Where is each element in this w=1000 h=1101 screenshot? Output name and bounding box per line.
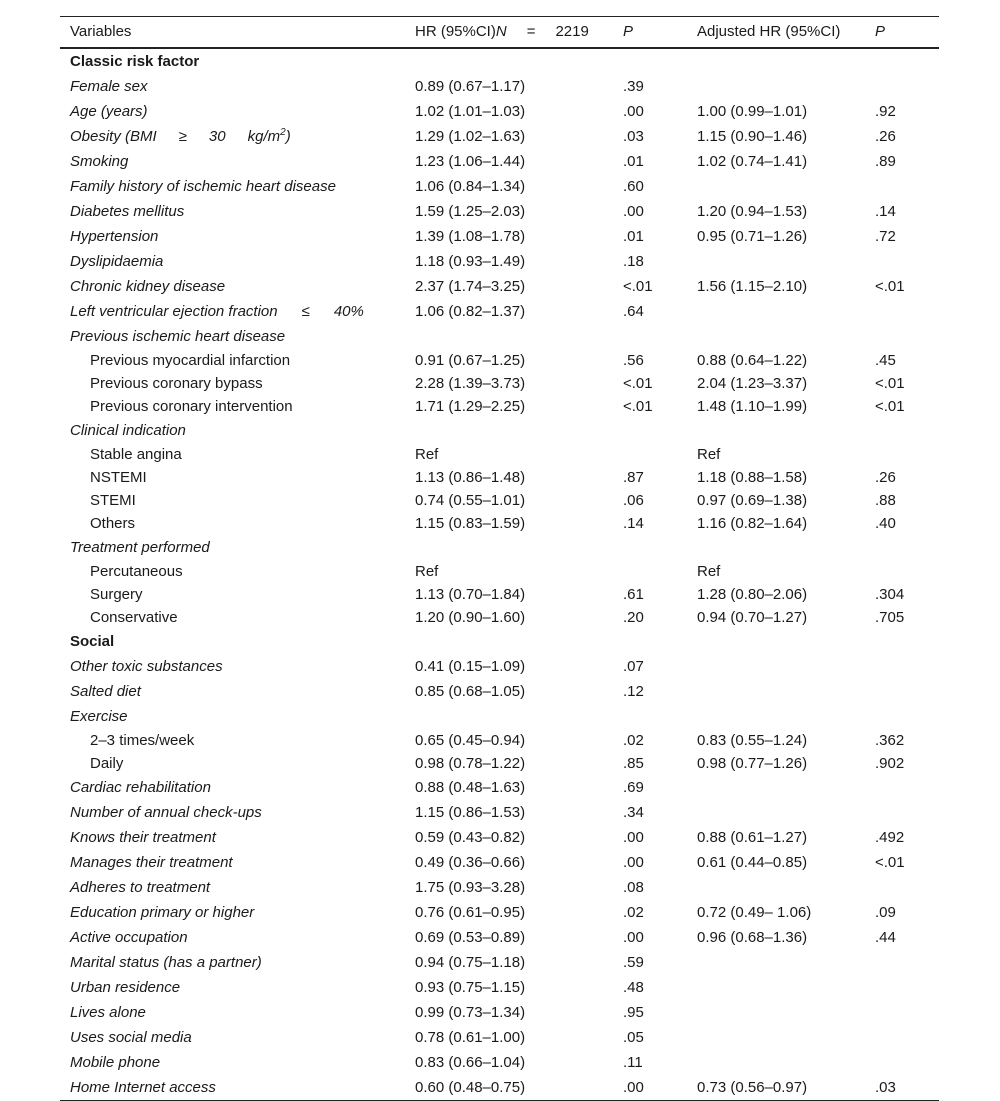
adjusted-hr-cell: Ref — [697, 562, 721, 580]
hr-cell: 0.41 (0.15–1.09) — [415, 657, 526, 675]
group-title: Clinical indication — [70, 421, 186, 439]
table-row — [60, 1025, 939, 1050]
variable-cell: Salted diet — [70, 682, 141, 700]
hr-cell: 1.13 (0.70–1.84) — [415, 585, 526, 603]
adjusted-hr-cell: 0.83 (0.55–1.24) — [697, 731, 808, 749]
header-p: P — [613, 17, 687, 48]
table-row — [60, 124, 939, 149]
p-value-cell: .07 — [623, 657, 644, 675]
adjusted-p-value-cell: .26 — [875, 468, 896, 486]
variable-cell: Surgery — [90, 585, 143, 603]
adjusted-p-value-cell — [865, 950, 939, 975]
p-value-cell: .01 — [623, 227, 644, 245]
adjusted-hr-cell — [687, 950, 865, 975]
p-value-cell: .56 — [623, 351, 644, 369]
p-value-cell: .69 — [623, 778, 644, 796]
adjusted-hr-cell — [687, 1050, 865, 1075]
table-row — [60, 1000, 939, 1025]
table-row — [60, 443, 939, 466]
hazard-ratio-table-container — [60, 16, 939, 1101]
table-row — [60, 925, 939, 950]
table-row — [60, 875, 939, 900]
p-value-cell: .03 — [623, 127, 644, 145]
p-value-cell: .02 — [623, 731, 644, 749]
hr-cell: 0.74 (0.55–1.01) — [415, 491, 526, 509]
variable-cell: 2–3 times/week — [90, 731, 195, 749]
hr-cell: 0.65 (0.45–0.94) — [415, 731, 526, 749]
hr-cell: 1.71 (1.29–2.25) — [415, 397, 526, 415]
p-value-cell: .00 — [613, 1075, 687, 1101]
table-row — [60, 654, 939, 679]
adjusted-hr-cell — [687, 1000, 865, 1025]
table-row — [60, 900, 939, 925]
p-value-cell: .00 — [623, 202, 644, 220]
adjusted-hr-cell — [687, 875, 865, 900]
adjusted-p-value-cell: .44 — [875, 928, 896, 946]
table-body — [60, 48, 939, 1101]
p-value-cell: .00 — [623, 828, 644, 846]
obesity-threshold: 30 — [208, 127, 226, 145]
variable-cell: Number of annual check-ups — [70, 803, 262, 821]
adjusted-hr-cell — [687, 299, 865, 324]
adjusted-p-value-cell — [865, 775, 939, 800]
p-value-cell: .39 — [623, 77, 644, 95]
table-row — [60, 752, 939, 775]
adjusted-hr-cell: 1.16 (0.82–1.64) — [697, 514, 808, 532]
variable-cell: Smoking — [70, 152, 129, 170]
table-row — [60, 174, 939, 199]
variable-cell: Previous coronary bypass — [90, 374, 263, 392]
table-row — [60, 560, 939, 583]
adjusted-hr-cell — [687, 679, 865, 704]
group-header-row — [60, 535, 939, 560]
p-value-cell: .60 — [623, 177, 644, 195]
hr-cell: 1.02 (1.01–1.03) — [415, 102, 526, 120]
p-value-cell: .85 — [623, 754, 644, 772]
table-row — [60, 775, 939, 800]
hr-cell: 0.85 (0.68–1.05) — [415, 682, 526, 700]
variable-cell: STEMI — [90, 491, 136, 509]
p-value-cell: <.01 — [623, 374, 653, 392]
hr-cell: 0.60 (0.48–0.75) — [405, 1075, 613, 1101]
group-title: Previous ischemic heart disease — [70, 327, 286, 345]
table-row — [60, 395, 939, 418]
hr-cell: 1.15 (0.83–1.59) — [415, 514, 526, 532]
adjusted-p-value-cell: .304 — [875, 585, 905, 603]
p-value-cell: .14 — [623, 514, 644, 532]
adjusted-hr-cell — [687, 249, 865, 274]
group-title: Treatment performed — [70, 538, 210, 556]
hr-cell: 0.69 (0.53–0.89) — [415, 928, 526, 946]
adjusted-hr-cell: 1.48 (1.10–1.99) — [697, 397, 808, 415]
adjusted-p-value-cell — [865, 174, 939, 199]
obesity-unit-exponent: 2 — [280, 126, 286, 138]
adjusted-hr-cell — [687, 74, 865, 99]
adjusted-p-value-cell: <.01 — [875, 397, 905, 415]
variable-cell: Urban residence — [70, 978, 181, 996]
hr-cell: Ref — [415, 445, 439, 463]
adjusted-p-value-cell — [865, 74, 939, 99]
p-value-cell: .06 — [623, 491, 644, 509]
variable-cell: Knows their treatment — [70, 828, 216, 846]
variable-cell: Cardiac rehabilitation — [70, 778, 211, 796]
obesity-close-paren: ) — [285, 127, 291, 145]
adjusted-hr-cell: 1.18 (0.88–1.58) — [697, 468, 808, 486]
adjusted-hr-cell — [687, 800, 865, 825]
p-value-cell: .87 — [623, 468, 644, 486]
table-row — [60, 825, 939, 850]
hr-cell: 1.06 (0.82–1.37) — [415, 302, 526, 320]
variable-cell — [60, 299, 405, 324]
adjusted-hr-cell — [687, 174, 865, 199]
group-header-row — [60, 418, 939, 443]
hr-cell: 1.39 (1.08–1.78) — [415, 227, 526, 245]
adjusted-hr-cell: 0.61 (0.44–0.85) — [697, 853, 808, 871]
p-value-cell — [613, 443, 687, 466]
table-row — [60, 149, 939, 174]
header-hr-prefix: HR (95%CI) — [415, 23, 496, 41]
adjusted-hr-cell: 0.88 (0.61–1.27) — [697, 828, 808, 846]
p-value-cell: .61 — [623, 585, 644, 603]
adjusted-p-value-cell — [865, 1000, 939, 1025]
adjusted-p-value-cell: <.01 — [875, 853, 905, 871]
table-row — [60, 1050, 939, 1075]
hr-cell: 0.93 (0.75–1.15) — [415, 978, 526, 996]
adjusted-hr-cell — [687, 1025, 865, 1050]
variable-cell: Manages their treatment — [70, 853, 233, 871]
p-value-cell: .01 — [623, 152, 644, 170]
adjusted-p-value-cell: .705 — [875, 608, 905, 626]
hr-cell: 1.15 (0.86–1.53) — [415, 803, 526, 821]
p-value-cell: .59 — [623, 953, 644, 971]
adjusted-p-value-cell: .72 — [875, 227, 896, 245]
p-value-cell: .08 — [623, 878, 644, 896]
adjusted-hr-cell: 2.04 (1.23–3.37) — [697, 374, 808, 392]
hr-cell: 0.83 (0.66–1.04) — [415, 1053, 526, 1071]
hr-cell: 1.06 (0.84–1.34) — [415, 177, 526, 195]
table-row — [60, 299, 939, 324]
adjusted-hr-cell: 1.00 (0.99–1.01) — [697, 102, 808, 120]
adjusted-p-value-cell: .26 — [875, 127, 896, 145]
table-row — [60, 512, 939, 535]
adjusted-hr-cell: 0.95 (0.71–1.26) — [697, 227, 808, 245]
lvef-threshold: 40% — [333, 302, 364, 320]
variable-cell: Hypertension — [70, 227, 159, 245]
table-row — [60, 679, 939, 704]
adjusted-hr-cell: 0.96 (0.68–1.36) — [697, 928, 808, 946]
header-hr-eq: = — [526, 23, 536, 41]
variable-cell: Conservative — [90, 608, 178, 626]
p-value-cell: <.01 — [623, 277, 653, 295]
p-value-cell: .00 — [623, 928, 644, 946]
adjusted-p-value-cell — [865, 1025, 939, 1050]
group-title: Exercise — [70, 707, 128, 725]
table-row — [60, 950, 939, 975]
table-header-row — [60, 17, 939, 48]
adjusted-p-value-cell — [865, 654, 939, 679]
hr-cell: 0.59 (0.43–0.82) — [415, 828, 526, 846]
section-header-row — [60, 629, 939, 654]
table-row — [60, 489, 939, 512]
header-p-adjusted: P — [865, 17, 939, 48]
hr-cell: Ref — [415, 562, 439, 580]
adjusted-p-value-cell: .03 — [865, 1075, 939, 1101]
hr-cell: 0.98 (0.78–1.22) — [415, 754, 526, 772]
adjusted-hr-cell — [687, 654, 865, 679]
header-adjusted-hr: Adjusted HR (95%CI) — [687, 17, 865, 48]
adjusted-p-value-cell: .45 — [875, 351, 896, 369]
adjusted-hr-cell — [687, 775, 865, 800]
variable-cell: Previous myocardial infarction — [90, 351, 291, 369]
adjusted-hr-cell: 1.56 (1.15–2.10) — [697, 277, 808, 295]
adjusted-hr-cell — [687, 975, 865, 1000]
adjusted-p-value-cell: .362 — [875, 731, 905, 749]
hr-cell: 0.99 (0.73–1.34) — [415, 1003, 526, 1021]
section-title: Social — [70, 632, 115, 650]
variable-cell: Daily — [90, 754, 124, 772]
variable-cell: Marital status (has a partner) — [70, 953, 262, 971]
hr-cell: 1.75 (0.93–3.28) — [415, 878, 526, 896]
variable-cell: Other toxic substances — [70, 657, 223, 675]
variable-cell: Age (years) — [70, 102, 148, 120]
table-row — [60, 349, 939, 372]
p-value-cell — [613, 560, 687, 583]
adjusted-p-value-cell — [865, 299, 939, 324]
adjusted-p-value-cell: .92 — [875, 102, 896, 120]
hr-cell: 0.89 (0.67–1.17) — [415, 77, 526, 95]
table-row — [60, 372, 939, 395]
variable-cell: Chronic kidney disease — [70, 277, 226, 295]
hr-cell: 0.88 (0.48–1.63) — [415, 778, 526, 796]
p-value-cell: .20 — [623, 608, 644, 626]
variable-cell: Adheres to treatment — [70, 878, 211, 896]
adjusted-hr-cell: 0.72 (0.49– 1.06) — [697, 903, 812, 921]
hr-cell: 1.20 (0.90–1.60) — [415, 608, 526, 626]
hr-cell: 0.78 (0.61–1.00) — [415, 1028, 526, 1046]
adjusted-p-value-cell — [865, 443, 939, 466]
p-value-cell: .05 — [623, 1028, 644, 1046]
adjusted-hr-cell: 0.73 (0.56–0.97) — [687, 1075, 865, 1101]
p-value-cell: .11 — [623, 1053, 643, 1071]
variable-cell: Stable angina — [90, 445, 182, 463]
adjusted-p-value-cell — [865, 1050, 939, 1075]
obesity-unit: kg/m — [247, 127, 281, 145]
adjusted-p-value-cell — [865, 875, 939, 900]
adjusted-hr-cell: 0.88 (0.64–1.22) — [697, 351, 808, 369]
adjusted-p-value-cell: .09 — [875, 903, 896, 921]
adjusted-p-value-cell — [865, 975, 939, 1000]
table-row — [60, 224, 939, 249]
adjusted-hr-cell: 0.98 (0.77–1.26) — [697, 754, 808, 772]
variable-cell: Dyslipidaemia — [70, 252, 164, 270]
p-value-cell: .02 — [623, 903, 644, 921]
variable-cell — [60, 124, 405, 149]
table-row — [60, 800, 939, 825]
p-value-cell: .64 — [623, 302, 644, 320]
p-value-cell: .18 — [623, 252, 644, 270]
adjusted-p-value-cell: .89 — [875, 152, 896, 170]
table-row — [60, 466, 939, 489]
p-value-cell: <.01 — [623, 397, 653, 415]
variable-cell: Previous coronary intervention — [90, 397, 293, 415]
lvef-le-sign: ≤ — [301, 302, 310, 320]
header-hr — [405, 17, 613, 48]
hazard-ratio-table — [60, 16, 939, 1101]
adjusted-p-value-cell: <.01 — [875, 277, 905, 295]
header-variables: Variables — [60, 17, 405, 48]
adjusted-p-value-cell: .492 — [875, 828, 905, 846]
variable-cell: Education primary or higher — [70, 903, 255, 921]
p-value-cell: .48 — [623, 978, 644, 996]
adjusted-hr-cell: 0.94 (0.70–1.27) — [697, 608, 808, 626]
group-header-row — [60, 324, 939, 349]
variable-cell: Uses social media — [70, 1028, 192, 1046]
section-header-row — [60, 48, 939, 74]
table-row — [60, 583, 939, 606]
hr-cell: 0.49 (0.36–0.66) — [415, 853, 526, 871]
variable-cell: Active occupation — [70, 928, 188, 946]
table-row — [60, 606, 939, 629]
adjusted-hr-cell: 1.28 (0.80–2.06) — [697, 585, 808, 603]
adjusted-hr-cell: Ref — [697, 445, 721, 463]
lvef-label: Left ventricular ejection fraction — [70, 302, 278, 320]
table-row — [60, 850, 939, 875]
table-row — [60, 274, 939, 299]
hr-cell: 1.29 (1.02–1.63) — [415, 127, 526, 145]
adjusted-p-value-cell — [865, 679, 939, 704]
hr-cell: 1.23 (1.06–1.44) — [415, 152, 526, 170]
variable-cell: Lives alone — [70, 1003, 146, 1021]
hr-cell: 0.76 (0.61–0.95) — [415, 903, 526, 921]
hr-cell: 0.91 (0.67–1.25) — [415, 351, 526, 369]
hr-cell: 1.59 (1.25–2.03) — [415, 202, 526, 220]
adjusted-p-value-cell: .14 — [875, 202, 896, 220]
table-row — [60, 99, 939, 124]
adjusted-p-value-cell — [865, 249, 939, 274]
p-value-cell: .34 — [623, 803, 644, 821]
p-value-cell: .00 — [623, 853, 644, 871]
variable-cell: Family history of ischemic heart disease — [70, 177, 336, 195]
variable-cell: Diabetes mellitus — [70, 202, 185, 220]
adjusted-hr-cell: 1.20 (0.94–1.53) — [697, 202, 808, 220]
adjusted-p-value-cell — [865, 800, 939, 825]
header-hr-n-letter: N — [495, 23, 507, 41]
group-header-row — [60, 704, 939, 729]
hr-cell: 1.18 (0.93–1.49) — [415, 252, 526, 270]
variable-cell: Percutaneous — [90, 562, 183, 580]
table-row — [60, 199, 939, 224]
table-row — [60, 249, 939, 274]
adjusted-hr-cell: 1.15 (0.90–1.46) — [697, 127, 808, 145]
variable-cell: Mobile phone — [70, 1053, 161, 1071]
table-row — [60, 975, 939, 1000]
p-value-cell: .12 — [623, 682, 644, 700]
adjusted-p-value-cell — [865, 560, 939, 583]
variable-cell: Others — [90, 514, 136, 532]
adjusted-p-value-cell: <.01 — [875, 374, 905, 392]
header-hr-n-value: 2219 — [555, 23, 589, 41]
adjusted-p-value-cell: .40 — [875, 514, 896, 532]
p-value-cell: .00 — [623, 102, 644, 120]
adjusted-p-value-cell: .88 — [875, 491, 896, 509]
obesity-ge-sign: ≥ — [178, 127, 187, 145]
variable-cell: NSTEMI — [90, 468, 147, 486]
variable-cell: Home Internet access — [60, 1075, 405, 1101]
hr-cell: 1.13 (0.86–1.48) — [415, 468, 526, 486]
section-title: Classic risk factor — [70, 52, 200, 70]
obesity-label: Obesity (BMI — [70, 127, 157, 145]
hr-cell: 0.94 (0.75–1.18) — [415, 953, 526, 971]
p-value-cell: .95 — [623, 1003, 644, 1021]
variable-cell: Female sex — [70, 77, 148, 95]
table-row — [60, 1075, 939, 1101]
adjusted-p-value-cell: .902 — [875, 754, 905, 772]
adjusted-hr-cell: 0.97 (0.69–1.38) — [697, 491, 808, 509]
adjusted-hr-cell: 1.02 (0.74–1.41) — [697, 152, 808, 170]
table-row — [60, 74, 939, 99]
table-row — [60, 729, 939, 752]
hr-cell: 2.28 (1.39–3.73) — [415, 374, 526, 392]
hr-cell: 2.37 (1.74–3.25) — [415, 277, 526, 295]
